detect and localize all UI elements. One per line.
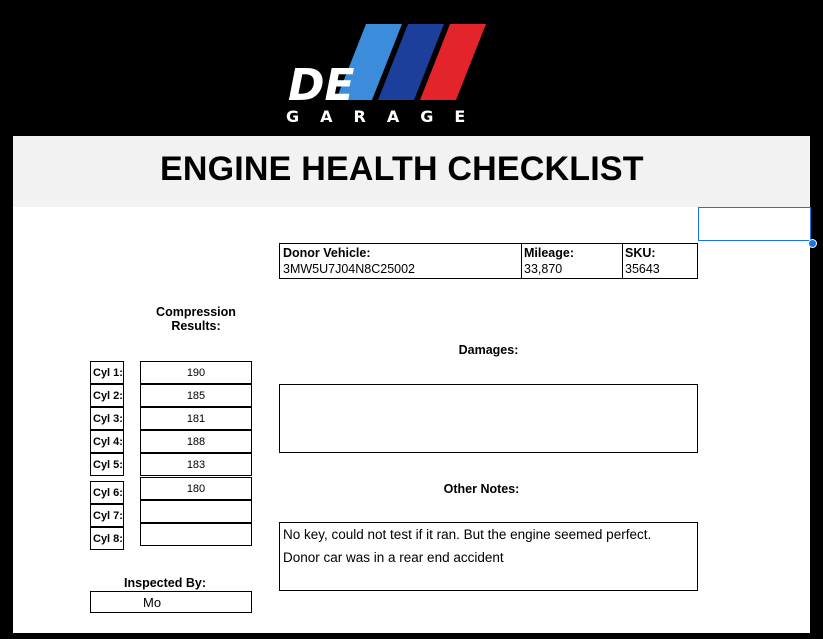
logo-subtext: GARAGE — [286, 107, 487, 126]
cyl-value[interactable] — [140, 500, 252, 523]
inspected-by-value: Mo — [143, 595, 162, 610]
donor-vehicle-label: Donor Vehicle: — [283, 246, 371, 260]
logo-text: DE — [288, 60, 355, 111]
cyl-label: Cyl 1: — [90, 361, 124, 384]
cyl-label: Cyl 7: — [90, 504, 124, 527]
cyl-value[interactable] — [140, 523, 252, 546]
compression-heading-line2: Results: — [171, 319, 221, 333]
other-notes-line1: No key, could not test if it ran. But the engine seemed perfect. — [283, 527, 652, 542]
cyl-label: Cyl 4: — [90, 430, 124, 453]
compression-heading-line1: Compression — [156, 305, 236, 319]
sku-value: 35643 — [625, 262, 660, 276]
cyl-value[interactable]: 188 — [140, 430, 252, 453]
cyl-label: Cyl 3: — [90, 407, 124, 430]
cyl-value[interactable]: 181 — [140, 407, 252, 430]
cyl-label: Cyl 8: — [90, 527, 124, 550]
page-title: ENGINE HEALTH CHECKLIST — [160, 150, 644, 188]
cyl-label: Cyl 2: — [90, 384, 124, 407]
other-notes-heading: Other Notes: — [443, 482, 520, 496]
cyl-value[interactable]: 190 — [140, 361, 252, 384]
cyl-value[interactable]: 180 — [140, 477, 252, 500]
donor-vehicle-value: 3MW5U7J04N8C25002 — [283, 262, 416, 276]
selected-cell[interactable] — [698, 207, 811, 241]
damages-field[interactable] — [279, 384, 698, 453]
cyl-value[interactable]: 183 — [140, 453, 252, 476]
cyl-label: Cyl 5: — [90, 453, 124, 476]
cyl-label: Cyl 6: — [90, 481, 124, 504]
mileage-value: 33,870 — [524, 262, 563, 276]
inspected-by-label: Inspected By: — [124, 576, 206, 590]
mileage-label: Mileage: — [524, 246, 575, 260]
fill-handle[interactable] — [808, 239, 817, 248]
garage-logo — [274, 10, 514, 126]
sku-label: SKU: — [625, 246, 656, 260]
inspected-by-field[interactable] — [90, 591, 252, 613]
cyl-value[interactable]: 185 — [140, 384, 252, 407]
compression-heading — [140, 305, 252, 333]
other-notes-line2: Donor car was in a rear end accident — [283, 550, 504, 565]
damages-heading: Damages: — [458, 343, 519, 357]
